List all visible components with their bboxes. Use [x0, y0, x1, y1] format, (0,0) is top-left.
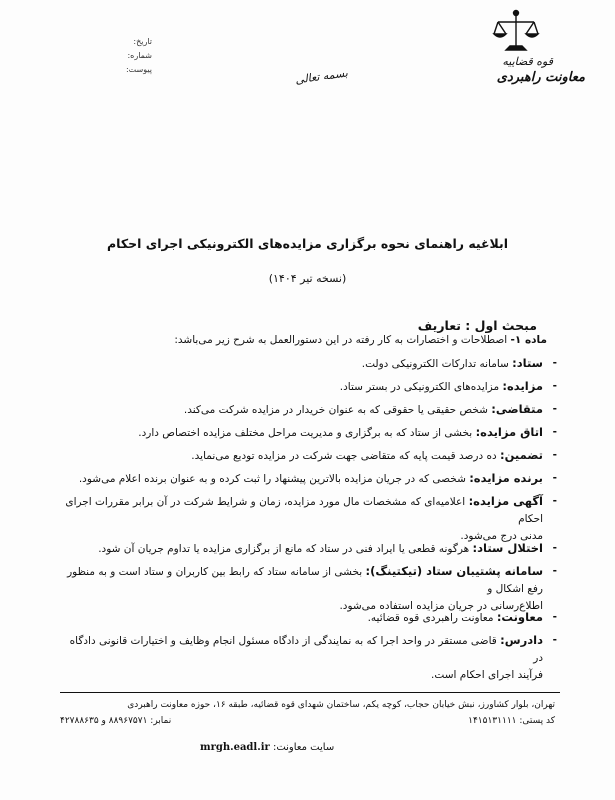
- letter-fields: [112, 35, 152, 77]
- definition-item: - دادرس: قاضی مستقر در واحد اجرا که به نمایندگی از دادگاه مسئول انجام وظایف و اختیارات قانونی دادگاه در فرآیند اجرای احکام است.: [69, 633, 557, 681]
- definition-term: متقاضی:: [491, 402, 543, 416]
- definition-term: اتاق مزایده:: [475, 425, 543, 439]
- definition-text: معاونت راهبردی قوه قضائیه.: [367, 612, 497, 624]
- definition-continuation: فرآیند اجرای احکام است.: [431, 669, 543, 681]
- definition-term: تضمین:: [499, 448, 543, 462]
- definition-text: بخشی از سامانه ستاد که رابط بین کاربران و ستاد است و به منظور رفع اشکال و: [67, 566, 543, 595]
- definition-item: - تضمین: ده درصد قیمت پایه که متقاضی جهت شرکت در مزایده تودیع می‌نماید.: [191, 448, 557, 462]
- article-label: ماده ۱-: [510, 334, 547, 346]
- definition-term: معاونت:: [496, 610, 543, 624]
- attachment-field-label: پیوست:: [125, 65, 152, 74]
- definition-text: شخص حقیقی یا حقوقی که به عنوان خریدار در مزایده شرکت می‌کند.: [183, 404, 492, 416]
- basmala: بسمه تعالی: [294, 66, 349, 87]
- section-title: مبحث اول : تعاریف: [417, 318, 537, 333]
- definition-text: ده درصد قیمت پایه که متقاضی جهت شرکت در مزایده تودیع می‌نماید.: [191, 450, 500, 462]
- definition-text: هرگونه قطعی یا ایراد فنی در ستاد که مانع از برگزاری مزایده یا تداوم جریان آن شود.: [98, 543, 473, 555]
- definition-item: - برنده مزایده: شخصی که در جریان مزایده بالاترین پیشنهاد را ثبت کرده و به عنوان برنده اعلام می‌شود.: [78, 471, 557, 485]
- definition-item: - مزایده: مزایده‌های الکترونیکی در بستر ستاد.: [339, 379, 557, 393]
- website-link[interactable]: mrgh.eadl.ir: [200, 742, 270, 753]
- definition-text: شخصی که در جریان مزایده بالاترین پیشنهاد را ثبت کرده و به عنوان برنده اعلام می‌شود.: [78, 473, 470, 485]
- definition-item: - متقاضی: شخص حقیقی یا حقوقی که به عنوان خریدار در مزایده شرکت می‌کند.: [183, 402, 557, 416]
- definition-item: - اختلال ستاد: هرگونه قطعی یا ایراد فنی در ستاد که مانع از برگزاری مزایده یا تداوم جریان آن شود.: [98, 541, 557, 555]
- footer-website: [200, 742, 334, 753]
- definition-term: سامانه پشتیبان ستاد (تیکتینگ):: [365, 564, 543, 578]
- date-field-label: تاریخ:: [133, 37, 152, 46]
- definition-item: - ستاد: سامانه تدارکات الکترونیکی دولت.: [361, 356, 557, 370]
- footer-address: تهران، بلوار کشاورز، نبش خیابان حجاب، کوچه یکم، ساختمان شهدای قوه قضائیه، طبقه ۱۶، حوزه معاونت راهبردی: [127, 700, 555, 710]
- definition-item: - معاونت: معاونت راهبردی قوه قضائیه.: [367, 610, 557, 624]
- document-version: (نسخه تیر ۱۴۰۴): [268, 272, 347, 285]
- article-text: اصطلاحات و اختصارات به کار رفته در این دستورالعمل به شرح زیر می‌باشد:: [174, 334, 511, 346]
- definition-term: آگهی مزایده:: [468, 494, 543, 508]
- judiciary-emblem-icon: [488, 8, 544, 58]
- definition-text: بخشی از ستاد که به برگزاری و مدیریت مراحل مختلف مزایده اختصاص دارد.: [138, 427, 476, 439]
- definition-continuation: اطلاع‌رسانی در جریان مزایده استفاده می‌شود.: [339, 600, 543, 612]
- definition-text: اعلامیه‌ای که مشخصات مال مورد مزایده، زمان و شرایط شرکت در آن برابر مقررات اجرای احکام: [65, 496, 543, 525]
- footer-postal-code: کد پستی: ۱۴۱۵۱۳۱۱۱۱: [468, 716, 555, 726]
- dept-name: معاونت راهبردی: [496, 70, 585, 85]
- footer-divider: [60, 692, 560, 693]
- definition-text: سامانه تدارکات الکترونیکی دولت.: [361, 358, 513, 370]
- definition-item: - سامانه پشتیبان ستاد (تیکتینگ): بخشی از سامانه ستاد که رابط بین کاربران و ستاد است و به منظور رفع اشکال و اطلاع‌رسانی در جریان مزایده استفاده می‌شود.: [67, 564, 557, 612]
- website-label: سایت معاونت:: [269, 742, 335, 753]
- definition-term: دادرس:: [500, 633, 543, 647]
- footer-contact: [60, 716, 555, 726]
- number-field-label: شماره:: [127, 51, 152, 60]
- definition-text: قاضی مستقر در واحد اجرا که به نمایندگی از دادگاه مسئول انجام وظایف و اختیارات قانونی دادگاه در: [69, 635, 543, 664]
- definition-term: ستاد:: [512, 356, 543, 370]
- definition-item: - آگهی مزایده: اعلامیه‌ای که مشخصات مال مورد مزایده، زمان و شرایط شرکت در آن برابر مقررات اجرای احکام مدنی درج می‌شود.: [65, 494, 557, 542]
- definition-item: - اتاق مزایده: بخشی از ستاد که به برگزاری و مدیریت مراحل مختلف مزایده اختصاص دارد.: [138, 425, 557, 439]
- footer-phone: نمابر: ۸۸۹۶۷۵۷۱ و ۴۲۷۸۸۶۳۵: [60, 716, 172, 726]
- definition-continuation: مدنی درج می‌شود.: [460, 530, 543, 542]
- definition-term: برنده مزایده:: [469, 471, 543, 485]
- definition-text: مزایده‌های الکترونیکی در بستر ستاد.: [339, 381, 503, 393]
- definition-term: اختلال ستاد:: [472, 541, 543, 555]
- definition-term: مزایده:: [502, 379, 543, 393]
- org-name: قوه قضاییه: [502, 55, 553, 68]
- article-1: [174, 334, 547, 346]
- document-title: ابلاغیه راهنمای نحوه برگزاری مزایده‌های الکترونیکی اجرای احکام: [106, 236, 509, 251]
